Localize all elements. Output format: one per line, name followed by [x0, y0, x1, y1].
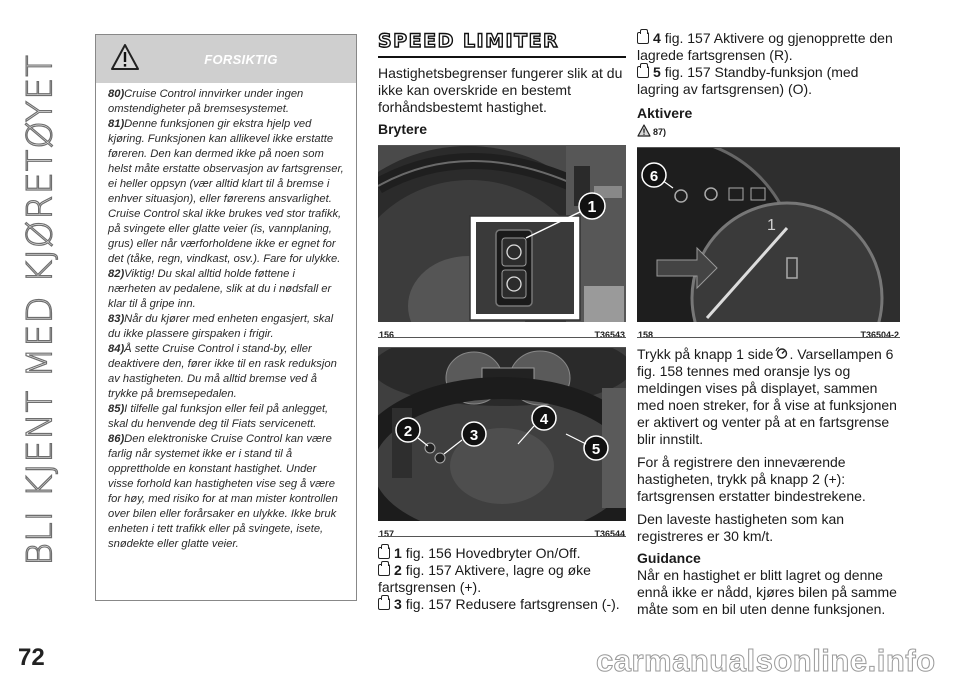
callout-6: 6 [649, 168, 659, 185]
figure-caption [637, 327, 900, 338]
caution-item: 86)Den elektroniske Cruise Control kan være farlig når systemet ikke er i stand til å opprettholde en konstant hastighet. Under visse forhold kan hastigheten vise seg å være for høy, med risiko for at man mister kontrollen over bilen eller forårsaker en ulykke. Ikke bruk enheten i tett trafikk eller på svingete, isete, snødekte eller glatte veier. [108, 433, 338, 550]
dashboard-steering-illustration [378, 348, 626, 521]
guidance-heading: Guidance [637, 550, 701, 566]
side-chapter-title [6, 12, 76, 608]
figure-number: 157 [379, 529, 395, 537]
caution-title: FORSIKTIG [204, 51, 278, 67]
note-reference: 87) [637, 124, 900, 137]
caution-item: 85)I tilfelle gal funksjon eller feil på anlegget, skal du henvende deg til Fiats servicenett. [108, 403, 329, 430]
switches-heading: Brytere [378, 121, 428, 137]
figure-156 [378, 145, 626, 338]
activate-heading: Aktivere [637, 105, 693, 121]
list-item: 1 fig. 156 Hovedbryter On/Off. [378, 545, 626, 562]
figure-caption [378, 327, 626, 338]
control-icon [378, 564, 390, 576]
figure-code: T36543 [594, 330, 625, 338]
speed-limiter-icon [775, 347, 789, 359]
control-icon [378, 547, 390, 559]
instrument-cluster-illustration [637, 148, 900, 322]
caution-item: 83)Når du kjører med enheten engasjert, skal du ikke plassere girspaken i frigir. [108, 313, 334, 340]
list-item: 4 fig. 157 Aktivere og gjenopprette den lagrede fartsgrensen (R). [637, 30, 893, 63]
intro-paragraph: Hastighetsbegrenser fungerer slik at du ikke kan overskride en bestemt forhåndsbestemt hastighet. [378, 65, 623, 115]
figure-number: 156 [379, 330, 395, 338]
control-icon [378, 598, 390, 610]
caution-header [96, 35, 356, 83]
paragraph: For å registrere den inneværende hastigheten, trykk på knapp 2 (+): fartsgrensen erstatter bindestrekene. [637, 454, 866, 504]
activation-column [637, 30, 900, 618]
warning-triangle-icon [637, 124, 651, 137]
figure-code: T36544 [594, 529, 625, 537]
caution-body [96, 83, 356, 552]
list-item: 3 fig. 157 Redusere fartsgrensen (-). [378, 596, 626, 613]
warning-triangle-icon [110, 43, 140, 71]
page-number: 72 [18, 644, 45, 671]
callout-1: 1 [587, 199, 597, 216]
figure-caption [378, 526, 626, 537]
figure-157 [378, 347, 626, 537]
caution-box [95, 34, 357, 601]
figure-code: T36504-2 [860, 330, 899, 338]
caution-item: 81)Denne funksjonen gir ekstra hjelp ved kjøring. Funksjonen kan allikevel ikke erstatte føreren. Den kan dermed ikke på noen som helst måte erstatte observasjon av fartsgrenser, ei heller oppsyn (vær alltid klart til å bremse i enhver situasjon), eller førerens ansvarlighet. Cruise Control skal ikke brukes ved stor trafikk, på svingete eller glatte veier (is, vannplaning, grus) eller når værforholdene ikke er egnet for det (tåke, regn, vindkast, osv.). Fare for ulykke. [108, 118, 344, 265]
list-item: 5 fig. 157 Standby-funksjon (med lagring av fartsgrensen) (O). [637, 64, 859, 97]
caution-item: 82)Viktig! Du skal alltid holde føttene i nærheten av pedalene, slik at du i nødsfall er klar til å gripe inn. [108, 268, 332, 310]
gauge-mark: 1 [767, 217, 776, 234]
figure-number: 158 [638, 330, 654, 338]
paragraph: Trykk på knapp 1 side . Varsellampen 6 fig. 158 tennes med oransje lys og meldingen vises på displayet, sammen med noen streker, for å vise at funksjonen er aktivert og venter på at en fartsgrense blir innstilt. [637, 346, 897, 447]
control-icon [637, 32, 649, 44]
caution-item: 80)Cruise Control innvirker under ingen omstendigheter på bremsesystemet. [108, 88, 304, 115]
paragraph: Når en hastighet er blitt lagret og denne ennå ikke er nådd, kjøres bilen på samme måte som en bil uten denne funksjonen. [637, 567, 897, 617]
callout-5: 5 [591, 441, 601, 458]
figure-158 [637, 147, 900, 338]
switch-list [378, 545, 626, 613]
callout-4: 4 [539, 411, 549, 428]
paragraph: Den laveste hastigheten som kan registreres er 30 km/t. [637, 511, 845, 544]
section-title: SPEED LIMITER [378, 30, 626, 58]
watermark: carmanualsonline.info [596, 643, 936, 678]
list-item: 2 fig. 157 Aktivere, lagre og øke fartsgrensen (+). [378, 562, 591, 595]
callout-2: 2 [403, 423, 413, 440]
side-chapter-title-text: BLI KJENT MED KJØRETØYET [21, 54, 62, 566]
control-icon [637, 66, 649, 78]
speed-limiter-column [378, 30, 626, 613]
steering-wheel-switch-illustration [378, 146, 626, 322]
caution-item: 84)Å sette Cruise Control i stand-by, eller deaktivere den, fører ikke til en rask reduksjon av hastigheten. Du må alltid bremse ved å trykke på bremsepedalen. [108, 343, 337, 400]
callout-3: 3 [469, 427, 479, 444]
